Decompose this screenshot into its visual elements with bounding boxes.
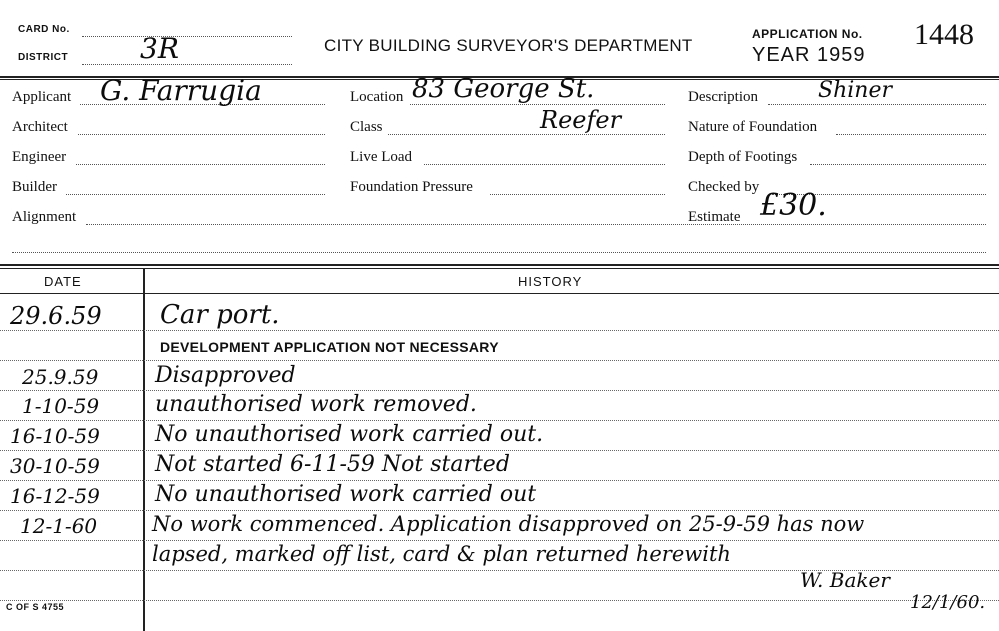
history-rule-2 xyxy=(0,268,999,269)
architect-label: Architect xyxy=(12,119,68,135)
depth-of-footings-label: Depth of Footings xyxy=(688,149,798,165)
header-underline xyxy=(0,293,999,294)
history-line xyxy=(0,390,999,391)
alignment-line xyxy=(86,224,986,225)
engineer-label: Engineer xyxy=(12,149,67,165)
architect-line xyxy=(78,134,325,135)
signature-date: 12/1/60. xyxy=(910,592,986,613)
card-no-label: CARD No. xyxy=(18,24,70,35)
history-line xyxy=(0,600,999,601)
foundation-pressure-line xyxy=(490,194,665,195)
estimate-label: Estimate xyxy=(688,209,741,225)
history-date: 16-12-59 xyxy=(10,484,100,508)
history-date: 1-10-59 xyxy=(22,394,100,418)
development-stamp: DEVELOPMENT APPLICATION NOT NECESSARY xyxy=(160,339,499,355)
foundation-pressure-label: Foundation Pressure xyxy=(350,179,473,195)
builder-label: Builder xyxy=(12,179,57,195)
history-line xyxy=(0,330,999,331)
history-date: 16-10-59 xyxy=(10,424,100,448)
nature-of-foundation-label: Nature of Foundation xyxy=(688,119,818,135)
applicant-label: Applicant xyxy=(12,89,72,105)
location-label: Location xyxy=(350,89,404,105)
history-date: 29.6.59 xyxy=(10,302,102,330)
district-label: DISTRICT xyxy=(18,52,69,63)
district-value: 3R xyxy=(140,32,179,65)
history-date: 12-1-60 xyxy=(20,514,98,538)
history-rule xyxy=(0,264,999,266)
description-line xyxy=(768,104,986,105)
history-date: 30-10-59 xyxy=(10,454,100,478)
history-entry: unauthorised work removed. xyxy=(155,392,477,417)
form-code: C OF S 4755 xyxy=(6,602,65,612)
builder-line xyxy=(66,194,325,195)
district-line xyxy=(82,64,292,65)
class-line xyxy=(388,134,665,135)
history-continuation: lapsed, marked off list, card & plan returned herewith xyxy=(152,542,731,566)
history-entry: Disapproved xyxy=(155,363,296,388)
application-label: APPLICATION No. xyxy=(752,27,863,41)
history-line xyxy=(0,480,999,481)
history-line xyxy=(0,420,999,421)
history-entry: Car port. xyxy=(160,300,280,330)
description-value: Shiner xyxy=(818,78,892,103)
live-load-label: Live Load xyxy=(350,149,413,165)
depth-line xyxy=(810,164,986,165)
application-number: 1448 xyxy=(914,18,974,51)
history-entry: Not started 6-11-59 Not started xyxy=(155,452,510,477)
history-entry: No work commenced. Application disapproved on 25-9-59 has now xyxy=(152,512,865,536)
history-line xyxy=(0,510,999,511)
history-date: 25.9.59 xyxy=(22,365,99,389)
location-value: 83 George St. xyxy=(412,74,595,104)
signature: W. Baker xyxy=(800,568,890,592)
history-entry: No unauthorised work carried out. xyxy=(155,422,544,447)
applicant-value: G. Farrugia xyxy=(100,74,262,107)
checked-by-label: Checked by xyxy=(688,179,760,195)
class-value: Reefer xyxy=(540,106,622,134)
card-no-line xyxy=(82,36,292,37)
date-column-header: DATE xyxy=(44,274,82,289)
blank-line xyxy=(12,252,986,253)
history-entry: No unauthorised work carried out xyxy=(155,482,537,507)
history-column-header: HISTORY xyxy=(518,274,583,289)
live-load-line xyxy=(424,164,665,165)
engineer-line xyxy=(76,164,325,165)
history-line xyxy=(0,540,999,541)
nature-line xyxy=(836,134,986,135)
year-label: YEAR 1959 xyxy=(752,44,866,66)
history-line xyxy=(0,450,999,451)
alignment-label: Alignment xyxy=(12,209,77,225)
history-line xyxy=(0,360,999,361)
class-label: Class xyxy=(350,119,383,135)
location-line xyxy=(410,104,665,105)
description-label: Description xyxy=(688,89,758,105)
estimate-value: £30. xyxy=(760,188,827,223)
department-title: CITY BUILDING SURVEYOR'S DEPARTMENT xyxy=(324,36,693,55)
